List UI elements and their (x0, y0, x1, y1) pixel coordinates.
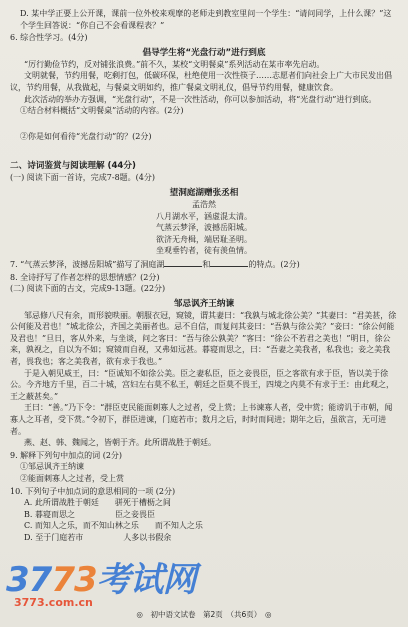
question-7-text-c: 的特点。(2分) (248, 259, 300, 269)
option-d: D. 某中学正要上公开课，课前一位外校来观摩的老师走到教室里问一个学生：“请问同学，上什么课？”这个学生回答说：“你自己不会看课程表？” (20, 9, 392, 30)
answer-space (10, 117, 398, 131)
question-7 (10, 258, 398, 271)
question-10-option-c: C. 而知人之乐，而不知山林之乐 而不知人之乐 (24, 521, 203, 531)
page-footer: ◎ 初中语文试卷 第2页 （共6页） ◎ (136, 610, 272, 619)
question-7-text-b: 和 (202, 259, 211, 269)
part-2-instruction: (二) 阅读下面的古文，完成9-13题。(22分) (10, 284, 166, 294)
watermark-url: 3773.com.cn (14, 596, 93, 609)
activity-paragraph-1: “厉行勤俭节约，反对铺张浪费。”前不久，某校“文明餐桌”系列活动在某市率先启动。 (24, 59, 325, 69)
question-10: 10. 下列句子中加点词的意思相同的一项 (2分) (10, 486, 176, 496)
activity-title: 倡导学生将“光盘行动”进行到底 (142, 47, 266, 58)
essay-paragraph-3: 王曰：“善。”乃下令：“群臣吏民能面刺寡人之过者，受上赏；上书谏寡人者，受中赏；能谤讥于市朝，闻寡人之耳者，受下赏。”令初下，群臣进谏，门庭若市；数月之后，时时而间进；期年之后，虽欲言，无可进者。 (10, 403, 393, 436)
poem-line: 气蒸云梦泽，波撼岳阳城。 (156, 223, 252, 233)
question-9-item-2: ②能面刺寡人之过者，受上赏 (20, 474, 124, 483)
activity-paragraph-2: 文明就餐，节约用餐，吃剩打包，低碳环保，杜绝使用一次性筷子……志愿者们向社会上广大市民发出倡议，节约用餐，从我做起，与餐桌文明如约，推广餐桌文明礼仪，倡导节约用餐，健康饮食。 (10, 71, 392, 92)
essay-paragraph-4: 燕、赵、韩、魏闻之，皆朝于齐。此所谓战胜于朝廷。 (24, 438, 216, 448)
essay-paragraph-1: 邹忌修八尺有余，而形貌昳丽。朝服衣冠，窥镜，谓其妻曰：“我孰与城北徐公美？”其妻曰：“君美甚，徐公何能及君也！”城北徐公，齐国之美丽者也。忌不自信，而复问其妾曰：“吾孰与徐公美？”妾曰：“徐公何能及君也！”旦日，客从外来，与坐谈，问之客曰：“吾与徐公孰美？”客曰：“徐公不若君之美也！”明日，徐公来，孰视之，自以为不如；窥镜而自视，又弗如远甚。暮寝而思之，曰：“吾妻之美我者，私我也；妾之美我者，畏我也；客之美我者，欲有求于我也。” (10, 310, 397, 367)
activity-question-1: ①结合材料概括“文明餐桌”活动的内容。(2分) (20, 106, 184, 116)
part-1-instruction: (一) 阅读下面一首诗，完成7-8题。(4分) (10, 173, 155, 183)
essay-paragraph-2: 于是入朝见威王，曰：“臣诚知不如徐公美。臣之妻私臣，臣之妾畏臣，臣之客欲有求于臣，皆以美于徐公。今齐地方千里，百二十城，宫妇左右莫不私王，朝廷之臣莫不畏王，四境之内莫不有求于王：由此观之，王之蔽甚矣。” (10, 368, 394, 401)
section-2-heading: 二、诗词鉴赏与阅读理解 (44分) (10, 161, 136, 172)
question-10-option-b: B. 暮寝而思之 臣之妾畏臣 (24, 509, 155, 519)
question-7-text-a: 7. “气蒸云梦泽，波撼岳阳城”描写了洞庭湖 (10, 259, 165, 269)
poem-line: 八月湖水平，涵虚混太清。 (156, 211, 252, 221)
question-9-item-1: ①邹忌讽齐王纳谏 (20, 462, 84, 472)
page-content (10, 8, 398, 544)
poem-line: 坐观垂钓者，徒有羡鱼情。 (156, 246, 252, 256)
answer-space (10, 142, 398, 156)
poem-title: 望洞庭湖赠张丞相 (169, 187, 239, 198)
question-8: 8. 全诗抒写了作者怎样的思想情感？(2分) (10, 272, 160, 282)
question-10-option-a: A. 此所谓战胜于朝廷 骈死于槽枥之间 (24, 498, 171, 508)
essay-title: 邹忌讽齐王纳谏 (173, 298, 235, 309)
question-9: 9. 解释下列句中加点的词 (2分) (10, 450, 123, 460)
poem-author: 孟浩然 (192, 199, 216, 209)
poem-line: 欲济无舟楫，端居耻圣明。 (156, 234, 252, 244)
answer-blank[interactable] (164, 258, 202, 267)
question-6: 6. 综合性学习。(4分) (10, 33, 88, 43)
watermark-logo: 3773考试网 (6, 560, 196, 600)
activity-question-2: ②你是如何看待“光盘行动”的？(2分) (20, 131, 152, 141)
answer-blank[interactable] (210, 258, 248, 267)
activity-paragraph-3: 此次活动的举办方强调，“光盘行动”，不是一次性活动，你可以参加活动，将“光盘行动”进行到底。 (24, 94, 377, 104)
question-10-option-d: D. 至于门庭若市 人多以书假余 (24, 532, 172, 542)
